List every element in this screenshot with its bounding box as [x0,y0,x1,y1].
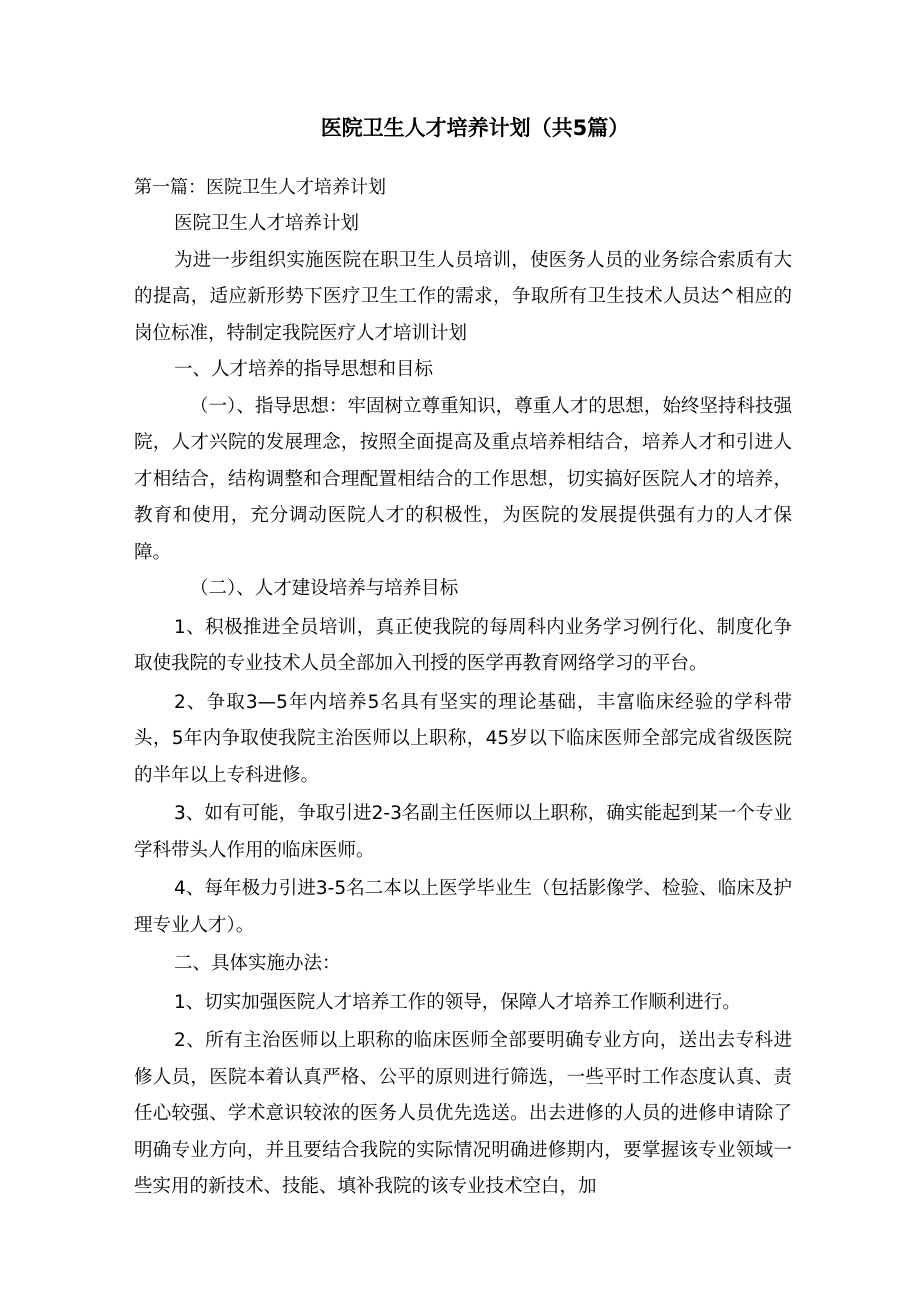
sub-title: 医院卫生人才培养计划 [174,213,360,234]
paragraph-method-2: 2、所有主治医师以上职称的临床医师全部要明确专业方向，送出去专科进修人员，医院本着认真严格、公平的原则进行筛选，一些平时工作态度认真、责任心较强、学术意识较浓的医务人员优先选送。出去进修的人员的进修申请除了明确专业方向，并且要结合我院的实际情况明确进修期内，要掌握该专业领域一些实用的新技术、技能、填补我院的该专业技术空白，加 [134,1030,792,1197]
section-heading: 第一篇：医院卫生人才培养计划 [134,177,386,198]
heading-training-goals: （二）、人才建设培养与培养目标 [190,578,459,599]
paragraph-goal-1: 1、积极推进全员培训，真正使我院的每周科内业务学习例行化、制度化争取使我院的专业技术人员全部加入刊授的医学再教育网络学习的平台。 [134,616,792,674]
paragraph-goal-3: 3、如有可能，争取引进2-3名副主任医师以上职称，确实能起到某一个专业学科带头人作用的临床医师。 [134,803,792,861]
paragraph-method-1: 1、切实加强医院人才培养工作的领导，保障人才培养工作顺利进行。 [174,991,741,1013]
heading-guiding-thought: 一、人才培养的指导思想和目标 [174,359,434,380]
document-title: 医院卫生人才培养计划（共5篇） [320,116,630,140]
paragraph-goal-4: 4、每年极力引进3-5名二本以上医学毕业生（包括影像学、检验、临床及护理专业人才）。 [134,878,792,936]
intro-paragraph: 为进一步组织实施医院在职卫生人员培训，使医务人员的业务综合索质有大的提高，适应新形势下医疗卫生工作的需求，争取所有卫生技术人员达^相应的岗位标准，特制定我院医疗人才培训计划 [134,249,792,344]
heading-implementation: 二、具体实施办法： [174,953,341,974]
paragraph-guiding-thought: （一）、指导思想：牢固树立尊重知识，尊重人才的思想，始终坚持科技强院，人才兴院的发展理念，按照全面提高及重点培养相结合，培养人才和引进人才相结合，结构调整和合理配置相结合的工作思想，切实搞好医院人才的培养，教育和使用，充分调动医院人才的积极性，为医院的发展提供强有力的人才保障。 [134,395,792,563]
paragraph-goal-2: 2、争取3—5年内培养5名具有坚实的理论基础，丰富临床经验的学科带头，5年内争取使我院主治医师以上职称，45岁以下临床医师全部完成省级医院的半年以上专科进修。 [134,691,792,786]
